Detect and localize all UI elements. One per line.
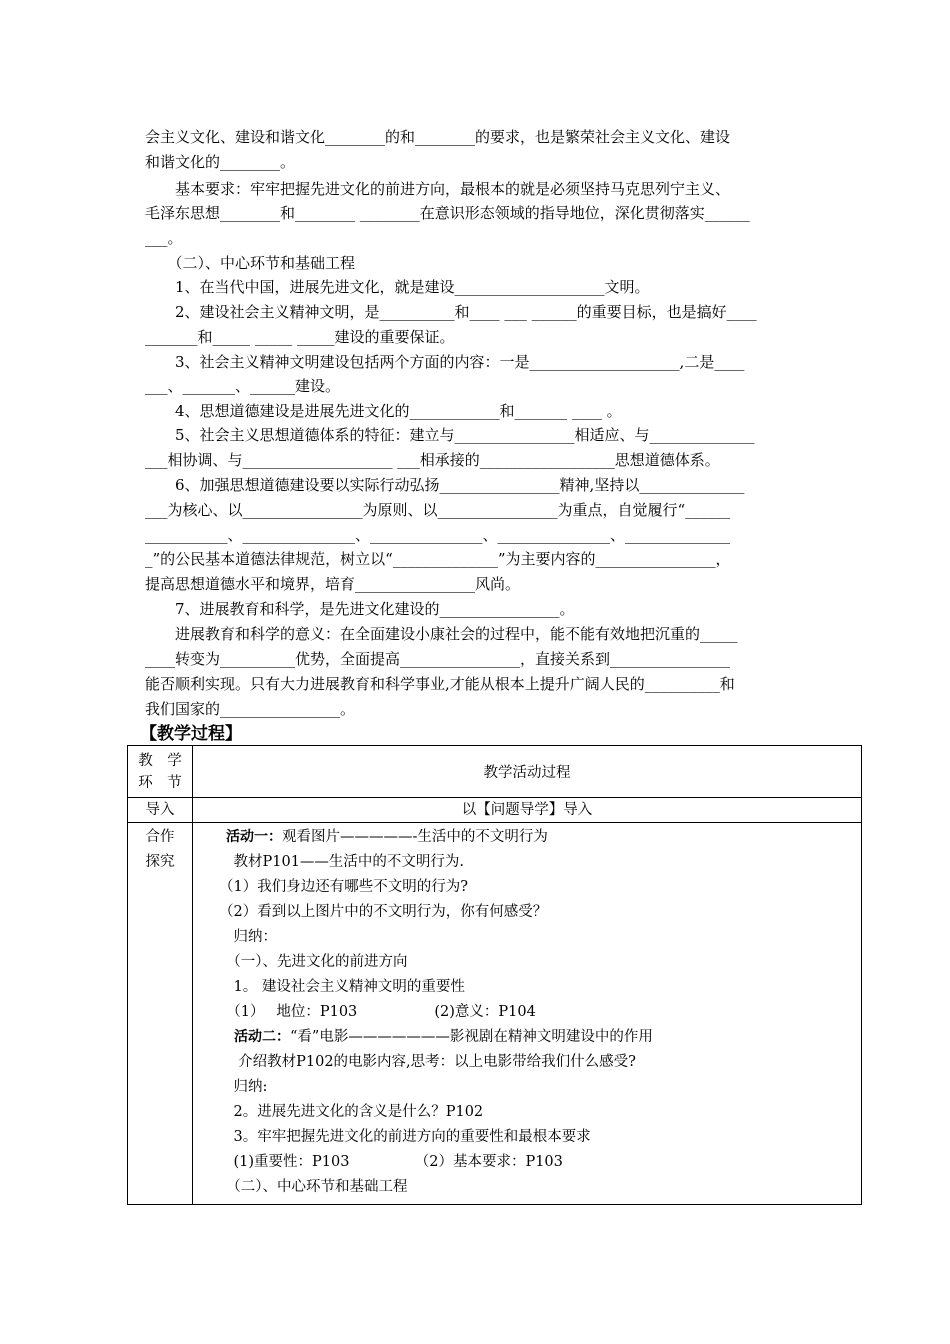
activity2-body	[219, 1050, 861, 1200]
fill-in-line: 和谐文化的________。	[145, 153, 296, 171]
fill-in-line: ___。	[145, 229, 183, 247]
intro-content: 以【问题导学】导入	[193, 798, 862, 823]
activity-text-line: （1） 地位：P103 (2)意义：P104	[219, 1004, 536, 1020]
main-stage-line1: 合作	[145, 829, 175, 845]
activity-text-line: 1。 建设社会主义精神文明的重要性	[219, 979, 465, 995]
main-stage-line2: 探究	[145, 854, 175, 870]
activity-text-line: (1)重要性：P103 （2）基本要求：P103	[219, 1154, 563, 1170]
activity2-label: 活动二：	[234, 1029, 290, 1045]
fill-in-line: 3、社会主义精神文明建设包括两个方面的内容：一是____________________,二是____	[145, 353, 745, 371]
fill-in-line: 毛泽东思想________和________ ________在意识形态领域的指导地位，深化贯彻落实______	[145, 204, 750, 222]
activity-text-line: 归纳：	[219, 929, 277, 945]
fill-in-line: _”的公民基本道德法律规范，树立以“______________”为主要内容的________________，	[145, 550, 731, 568]
header-col1	[128, 746, 193, 798]
lesson-table	[127, 745, 862, 1205]
activity-text-line: 归纳:	[219, 1079, 268, 1095]
activity-text-line: 教材P101——生活中的不文明行为.	[219, 854, 465, 870]
fill-in-line: 1、在当代中国，进展先进文化，就是建设____________________文明。	[145, 278, 650, 296]
fill-in-line: （二）、中心环节和基础工程	[145, 254, 356, 272]
activity-text-line: （一）、先进文化的前进方向	[219, 954, 408, 970]
fill-in-line: 提高思想道德水平和境界，培育________________风尚。	[145, 575, 521, 593]
fill-in-line: 基本要求：牢牢把握先进文化的前进方向，最根本的就是必须坚持马克思列宁主义、	[145, 180, 731, 198]
activity1-text: 观看图片—————-生活中的不文明行为	[282, 829, 548, 845]
table-row-intro	[128, 798, 862, 823]
fill-in-line: 会主义文化、建设和谐文化________的和________的要求，也是繁荣社会主义文化、建设	[145, 128, 731, 146]
fill-in-line: ___为核心、以________________为原则、以________________为重点，自觉履行“______	[145, 501, 731, 519]
fill-in-line: 进展教育和科学的意义：在全面建设小康社会的过程中，能不能有效地把沉重的_____	[145, 625, 738, 643]
table-row-main	[128, 823, 862, 1205]
fill-in-line: _______和_____ _____ _____建设的重要保证。	[145, 328, 455, 346]
header-col1-line1: 教 学	[138, 753, 182, 769]
activity-text-line: （2）看到以上图片中的不文明行为，你有何感受？	[219, 904, 548, 920]
intro-stage: 导入	[128, 798, 193, 823]
activity2-line	[234, 1025, 861, 1050]
activity-text-line: （二）、中心环节和基础工程	[219, 1179, 408, 1195]
header-col2: 教学活动过程	[193, 746, 862, 798]
fill-in-line: ___相协调、与____________________ ___相承接的__________________思想道德体系。	[145, 451, 720, 469]
activity-text-line: 3。牢牢把握先进文化的前进方向的重要性和最根本要求	[219, 1129, 591, 1145]
activity-text-line: 介绍教材P102的电影内容,思考：以上电影带给我们什么感受?	[219, 1054, 636, 1070]
activity-text-line: 2。进展先进文化的含义是什么？P102	[219, 1104, 484, 1120]
table-header-row	[128, 746, 862, 798]
fill-in-line: 4、思想道德建设是进展先进文化的____________和_______ ____ 。	[145, 402, 622, 420]
activity-text-line: （1）我们身边还有哪些不文明的行为?	[219, 879, 468, 895]
activity1-body	[219, 850, 861, 1025]
main-stage	[128, 823, 193, 1205]
main-content	[193, 823, 862, 1205]
fill-in-line: 我们国家的________________。	[145, 700, 356, 718]
activity1-label: 活动一：	[226, 829, 282, 845]
fill-in-line: 能否顺利实现。只有大力进展教育和科学事业,才能从根本上提升广阔人民的__________和	[145, 675, 735, 693]
section-heading: 【教学过程】	[140, 724, 242, 744]
fill-in-line: 7、进展教育和科学，是先进文化建设的________________。	[145, 600, 575, 618]
fill-in-line: 6、加强思想道德建设要以实际行动弘扬________________精神,坚持以______________	[145, 476, 745, 494]
activity1-line	[226, 825, 861, 850]
activity2-text: “看”电影———————影视剧在精神文明建设中的作用	[290, 1029, 653, 1045]
fill-in-line: ____转变为__________优势，全面提高________________，直接关系到________________	[145, 650, 731, 668]
fill-in-line: ___、_______、______建设。	[145, 377, 341, 395]
fill-in-line: 2、建设社会主义精神文明，是__________和____ ___ ______的重要目标，也是搞好____	[145, 303, 757, 321]
header-col1-line2: 环 节	[138, 775, 182, 791]
fill-in-line: 5、社会主义思想道德体系的特征：建立与________________相适应、与______________	[145, 426, 755, 444]
fill-in-line: ___________、_______________、_______________、_______________、______________	[145, 526, 731, 544]
